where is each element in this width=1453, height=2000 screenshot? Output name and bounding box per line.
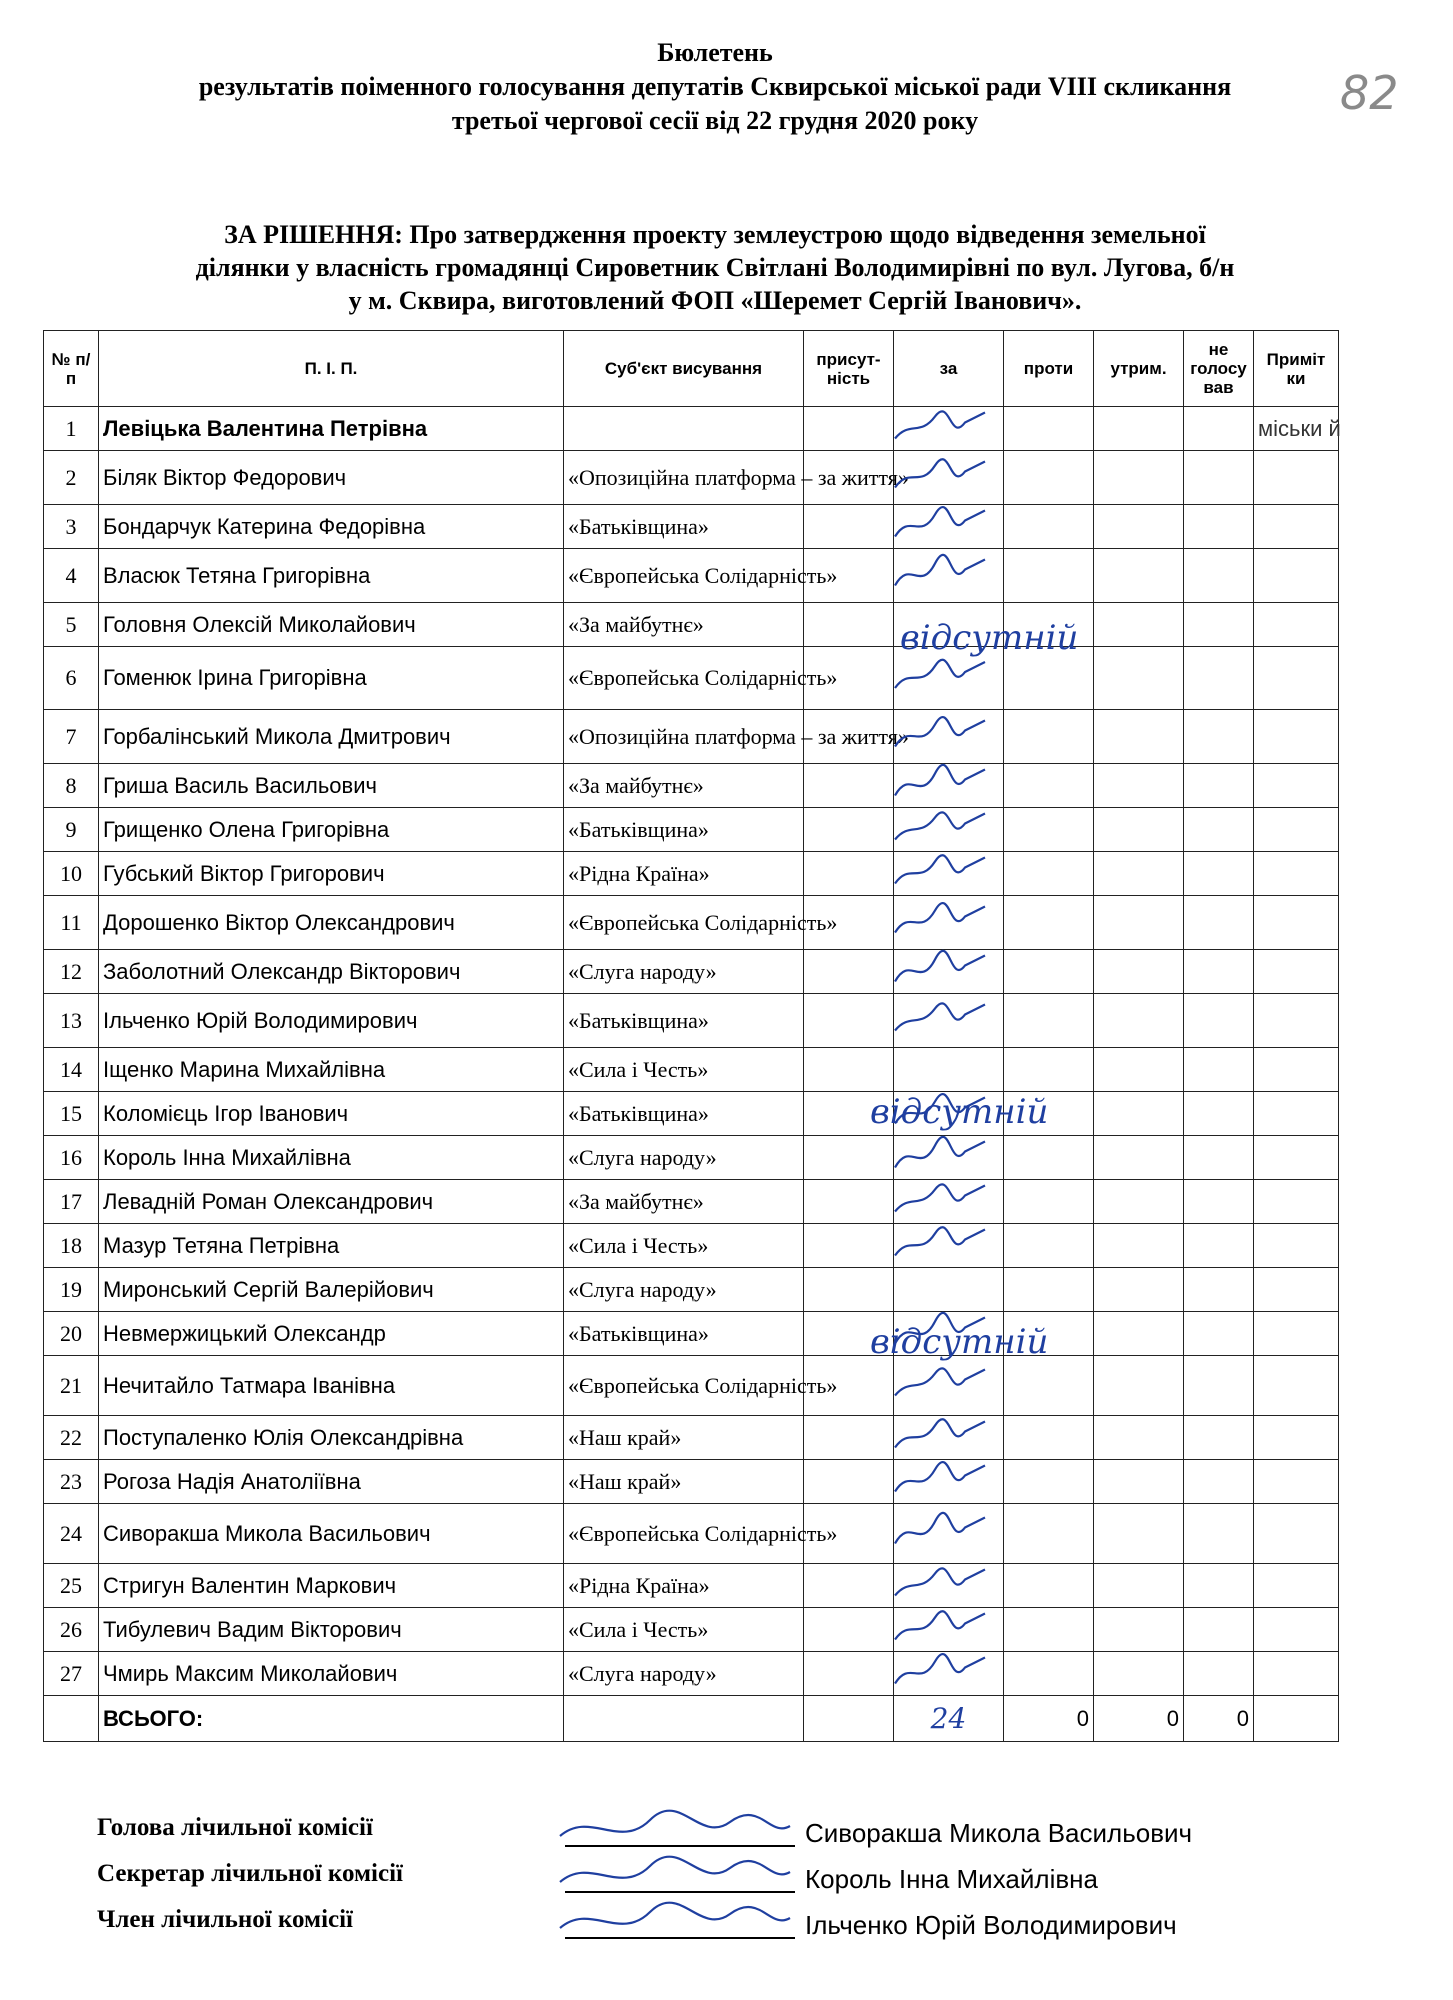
party-name: «Європейська Солідарність» xyxy=(564,647,804,710)
row-number: 5 xyxy=(44,603,99,647)
deputy-name: Левадній Роман Олександрович xyxy=(99,1180,564,1224)
signature xyxy=(895,903,985,932)
signature xyxy=(895,555,985,586)
party-name: «Європейська Солідарність» xyxy=(564,896,804,950)
row-number: 19 xyxy=(44,1268,99,1312)
signature xyxy=(895,1227,985,1255)
deputy-name: Чмирь Максим Миколайович xyxy=(99,1652,564,1696)
party-name: «Рідна Країна» xyxy=(564,1564,804,1608)
row-number: 10 xyxy=(44,852,99,896)
party-name: «Слуга народу» xyxy=(564,1268,804,1312)
signature xyxy=(895,765,985,796)
row-number: 3 xyxy=(44,505,99,549)
party-name: «Сила і Честь» xyxy=(564,1224,804,1268)
party-name: «Сила і Честь» xyxy=(564,1608,804,1652)
deputy-name: Грищенко Олена Григорівна xyxy=(99,808,564,852)
party-name: «Батьківщина» xyxy=(564,994,804,1048)
signature xyxy=(895,660,985,688)
party-name: «Європейська Солідарність» xyxy=(564,1504,804,1564)
signature xyxy=(895,855,985,883)
deputy-name: Сиворакша Микола Васильович xyxy=(99,1504,564,1564)
commission-secretary-label: Секретар лічильної комісії xyxy=(97,1860,403,1887)
signature xyxy=(895,507,985,536)
signature xyxy=(895,1654,985,1683)
row-number: 11 xyxy=(44,896,99,950)
absent-handwriting: відсутній xyxy=(870,1322,1049,1362)
party-name: «Батьківщина» xyxy=(564,1092,804,1136)
party-name: «За майбутнє» xyxy=(564,1180,804,1224)
row-number: 2 xyxy=(44,451,99,505)
row-number: 22 xyxy=(44,1416,99,1460)
row-number: 27 xyxy=(44,1652,99,1696)
deputy-name: Рогоза Надія Анатоліївна xyxy=(99,1460,564,1504)
decision-line: ЗА РІШЕННЯ: Про затвердження проекту землеустрою щодо відведення земельної xyxy=(224,220,1206,249)
row-number: 21 xyxy=(44,1356,99,1416)
deputy-name: Король Інна Михайлівна xyxy=(99,1136,564,1180)
session-date: третьої чергової сесії від 22 грудня 2020 року xyxy=(451,106,979,135)
signature xyxy=(895,951,985,982)
commission-signature xyxy=(560,1811,790,1836)
row-number: 7 xyxy=(44,710,99,764)
cell-notes: міськи й xyxy=(1254,407,1339,451)
signature xyxy=(895,1368,985,1395)
row-number: 12 xyxy=(44,950,99,994)
party-name: «Опозиційна платформа – за життя» xyxy=(564,451,804,505)
party-name: «Батьківщина» xyxy=(564,808,804,852)
deputy-name: Тибулевич Вадим Вікторович xyxy=(99,1608,564,1652)
signature xyxy=(895,1094,985,1123)
signature xyxy=(895,459,985,487)
signature xyxy=(895,1568,985,1595)
signature-line xyxy=(565,1845,795,1847)
deputy-name: Невмержицький Олександр xyxy=(99,1312,564,1356)
row-number: 4 xyxy=(44,549,99,603)
deputy-name: Іщенко Марина Михайлівна xyxy=(99,1048,564,1092)
decision-line: у м. Сквира, виготовлений ФОП «Шеремет Сергій Іванович». xyxy=(348,286,1082,315)
deputy-name: Миронський Сергій Валерійович xyxy=(99,1268,564,1312)
deputy-name: Гоменюк Ірина Григорівна xyxy=(99,647,564,710)
total-against: 0 xyxy=(1004,1696,1094,1742)
signature xyxy=(895,1137,985,1168)
commission-head-name: Сиворакша Микола Васильович xyxy=(805,1818,1193,1848)
decision-line: ділянки у власність громадянці Сироветник Світлані Володимирівні по вул. Лугова, б/н xyxy=(195,253,1235,282)
deputy-name: Гриша Василь Васильович xyxy=(99,764,564,808)
commission-member-name: Ільченко Юрій Володимирович xyxy=(805,1910,1177,1940)
row-number: 17 xyxy=(44,1180,99,1224)
row-number: 16 xyxy=(44,1136,99,1180)
party-name: «За майбутнє» xyxy=(564,764,804,808)
party-name: «За майбутнє» xyxy=(564,603,804,647)
commission-head-label: Голова лічильної комісії xyxy=(97,1814,373,1841)
signature-line xyxy=(565,1937,795,1939)
col-header-notes: Приміт ки xyxy=(1254,331,1339,407)
deputy-name: Власюк Тетяна Григорівна xyxy=(99,549,564,603)
row-number: 20 xyxy=(44,1312,99,1356)
row-number: 8 xyxy=(44,764,99,808)
party-name: «Слуга народу» xyxy=(564,1136,804,1180)
party-name: «Батьківщина» xyxy=(564,1312,804,1356)
party-name: «Слуга народу» xyxy=(564,1652,804,1696)
bulletin-title: Бюлетень xyxy=(657,38,773,67)
col-header-name: П. І. П. xyxy=(99,331,564,407)
row-number: 24 xyxy=(44,1504,99,1564)
deputy-name: Поступаленко Юлія Олександрівна xyxy=(99,1416,564,1460)
absent-handwriting: відсутній xyxy=(900,618,1079,658)
col-header-num: № п/п xyxy=(44,331,99,407)
party-name: «Слуга народу» xyxy=(564,950,804,994)
commission-signature xyxy=(560,1903,790,1928)
absent-handwriting: відсутній xyxy=(870,1092,1049,1132)
signature xyxy=(895,1003,985,1030)
col-header-for: за xyxy=(894,331,1004,407)
deputy-name: Заболотний Олександр Вікторович xyxy=(99,950,564,994)
row-number: 18 xyxy=(44,1224,99,1268)
row-number: 15 xyxy=(44,1092,99,1136)
row-number: 9 xyxy=(44,808,99,852)
signature xyxy=(895,411,985,438)
party-name: «Європейська Солідарність» xyxy=(564,549,804,603)
page-number: 82 xyxy=(1340,66,1399,120)
col-header-party: Суб'єкт висування xyxy=(564,331,804,407)
party-name: «Рідна Країна» xyxy=(564,852,804,896)
deputy-name: Коломієць Ігор Іванович xyxy=(99,1092,564,1136)
col-header-abstain: утрим. xyxy=(1094,331,1184,407)
deputy-name: Горбалінський Микола Дмитрович xyxy=(99,710,564,764)
signature-line xyxy=(565,1891,795,1893)
total-not-voted: 0 xyxy=(1184,1696,1254,1742)
row-number: 1 xyxy=(44,407,99,451)
signature xyxy=(895,717,985,746)
party-name: «Батьківщина» xyxy=(564,505,804,549)
commission-secretary-name: Король Інна Михайлівна xyxy=(805,1864,1098,1894)
col-header-against: проти xyxy=(1004,331,1094,407)
signature xyxy=(895,812,985,839)
row-number: 14 xyxy=(44,1048,99,1092)
row-number: 25 xyxy=(44,1564,99,1608)
deputy-name: Левіцька Валентина Петрівна xyxy=(99,407,564,451)
signature xyxy=(895,1513,985,1544)
deputy-name: Головня Олексій Миколайович xyxy=(99,603,564,647)
party-name: «Європейська Солідарність» xyxy=(564,1356,804,1416)
signature xyxy=(895,1419,985,1447)
deputy-name: Стригун Валентин Маркович xyxy=(99,1564,564,1608)
deputy-name: Біляк Віктор Федорович xyxy=(99,451,564,505)
bulletin-subtitle: результатів поіменного голосування депутатів Сквирської міської ради VIII скликання xyxy=(198,72,1232,101)
party-name: «Опозиційна платформа – за життя» xyxy=(564,710,804,764)
deputy-name: Ільченко Юрій Володимирович xyxy=(99,994,564,1048)
col-header-present: присут-ність xyxy=(804,331,894,407)
party-name: «Сила і Честь» xyxy=(564,1048,804,1092)
signature xyxy=(895,1313,985,1344)
row-number: 23 xyxy=(44,1460,99,1504)
signature xyxy=(895,1611,985,1639)
col-header-not-voted: не голосу вав xyxy=(1184,331,1254,407)
signature xyxy=(895,1462,985,1491)
row-number: 13 xyxy=(44,994,99,1048)
deputy-name: Мазур Тетяна Петрівна xyxy=(99,1224,564,1268)
deputy-name: Бондарчук Катерина Федорівна xyxy=(99,505,564,549)
signature xyxy=(895,1184,985,1211)
party-name: «Наш край» xyxy=(564,1416,804,1460)
total-for: 24 xyxy=(894,1696,1004,1742)
total-abstain: 0 xyxy=(1094,1696,1184,1742)
totals-label: ВСЬОГО: xyxy=(99,1696,564,1742)
row-number: 6 xyxy=(44,647,99,710)
row-number: 26 xyxy=(44,1608,99,1652)
party-name: «Наш край» xyxy=(564,1460,804,1504)
deputy-name: Губський Віктор Григорович xyxy=(99,852,564,896)
deputy-name: Дорошенко Віктор Олександрович xyxy=(99,896,564,950)
commission-signature xyxy=(560,1857,790,1882)
deputy-name: Нечитайло Татмара Іванівна xyxy=(99,1356,564,1416)
commission-member-label: Член лічильної комісії xyxy=(97,1906,354,1933)
